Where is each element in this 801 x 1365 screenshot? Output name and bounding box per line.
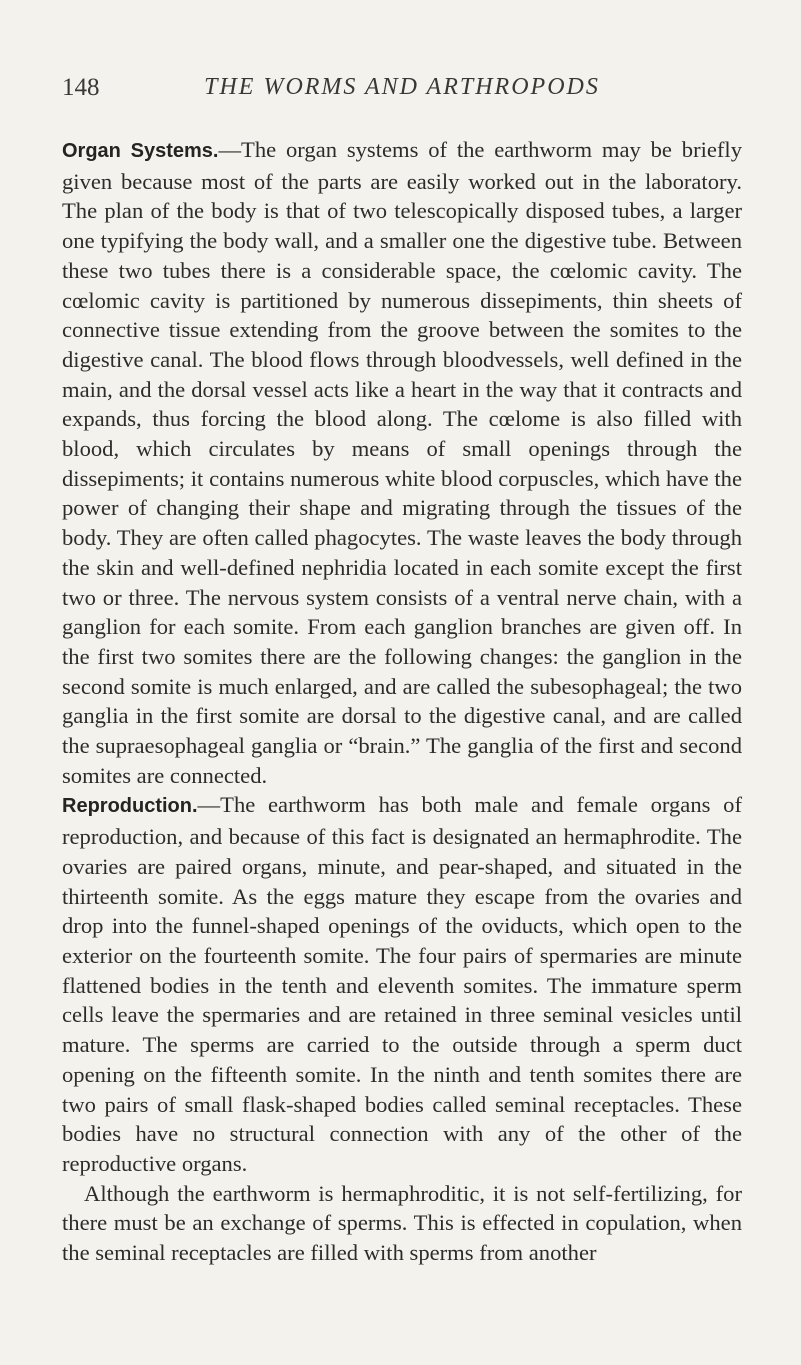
paragraph-text: Although the earthworm is hermaphroditic, it is not self-fertilizing, for there must be an exchange of sperms. This is effected in copulation, when the seminal receptacles are filled with sperms from another [62,1180,742,1266]
body-text [62,135,742,1268]
paragraph-text: —The earthworm has both male and female organs of reproduction, and because of this fact is designated an hermaphrodite. The ovaries are paired organs, minute, and pear-shaped, and situated in the thirteenth somite. As the eggs mature they escape from the ovaries and drop into the funnel-shaped openings of the oviducts, which open to the exterior on the fourteenth somite. The four pairs of spermaries are minute flattened bodies in the tenth and eleventh somites. The immature sperm cells leave the spermaries and are retained in three seminal vesicles until mature. The sperms are carried to the outside through a sperm duct opening on the fifteenth somite. In the ninth and tenth somites there are two pairs of small flask-shaped bodies called seminal receptacles. These bodies have no structural connection with any of the other of the reproductive organs. [62,792,742,1176]
paragraph-organ-systems [62,135,742,790]
section-heading-organ-systems: Organ Systems. [62,140,219,162]
section-heading-reproduction: Reproduction. [62,795,198,818]
paragraph-reproduction [62,790,742,1178]
paragraph-hermaphroditic [62,1179,742,1268]
paragraph-text: —The organ systems of the earthworm may be briefly given because most of the parts are easily worked out in the laboratory. The plan of the body is that of two telescopically disposed tubes, a larger one typifying the body wall, and a smaller one the digestive tube. Between these two tubes there is a considerable space, the cœlomic cavity. The cœlomic cavity is partitioned by numerous dissepiments, thin sheets of connective tissue extending from the groove between the somites to the digestive canal. The blood flows through bloodvessels, well defined in the main, and the dorsal vessel acts like a heart in the way that it contracts and expands, thus forcing the blood along. The cœlome is also filled with blood, which circulates by means of small openings through the dissepiments; it contains numerous white blood corpuscles, which have the power of changing their shape and migrating through the tissues of the body. They are often called phagocytes. The waste leaves the body through the skin and well-defined nephridia located in each somite except the first two or three. The nervous system consists of a ventral nerve chain, with a ganglion for each somite. From each ganglion branches are given off. In the first two somites there are the following changes: the ganglion in the second somite is much enlarged, and are called the subesophageal; the two ganglia in the first somite are dorsal to the digestive canal, and are called the supraesophageal ganglia or “brain.” The ganglia of the first and second somites are connected. [62,137,742,788]
page-number: 148 [62,74,100,101]
running-head [62,74,742,106]
running-title: THE WORMS AND ARTHROPODS [204,74,600,100]
